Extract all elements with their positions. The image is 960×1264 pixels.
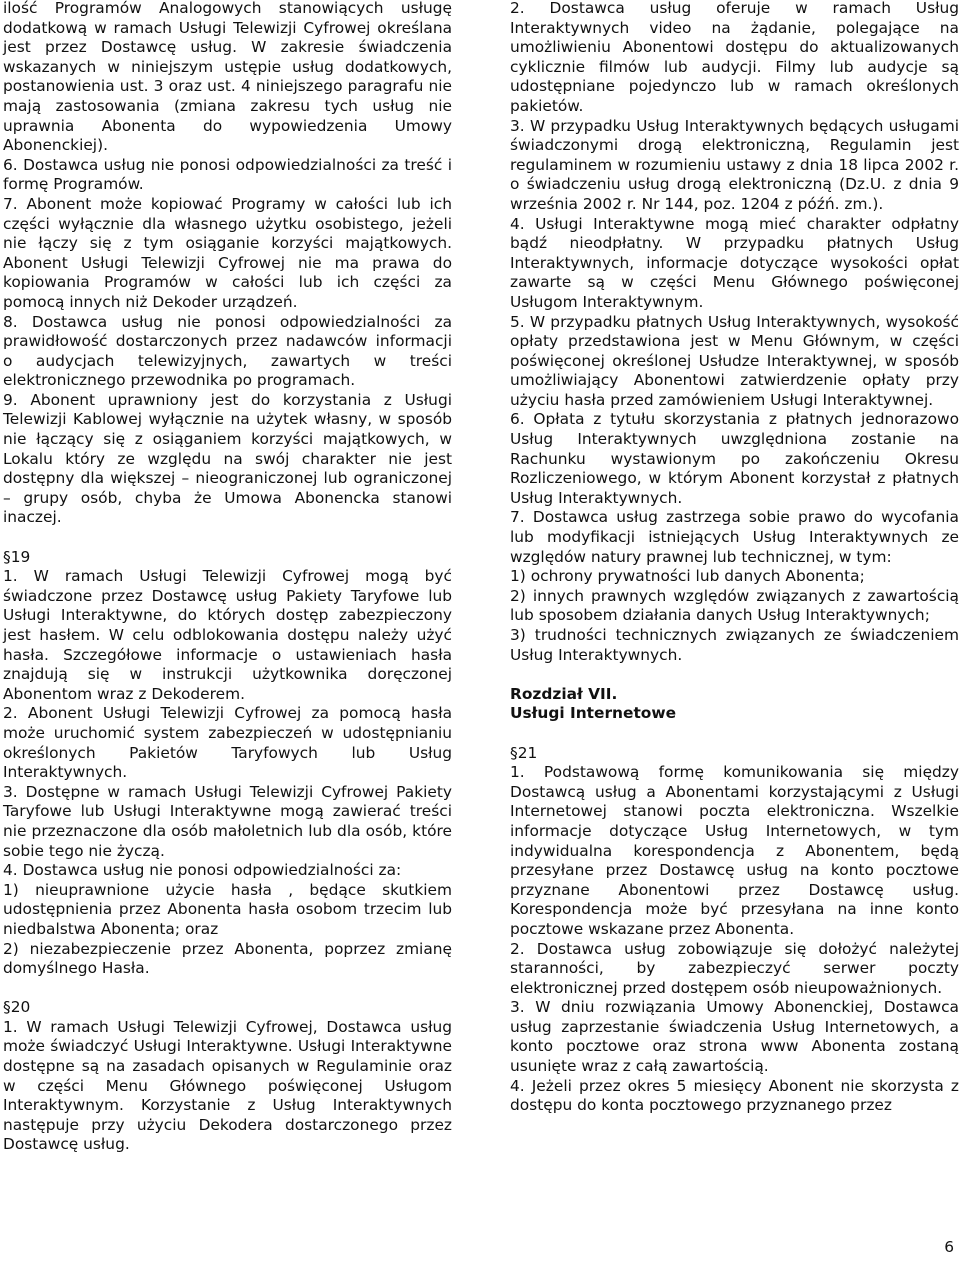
left-column <box>3 0 452 1155</box>
paragraph: 6. Opłata z tytułu skorzystania z płatnych jednorazowo Usług Interaktywnych uwzględniona zostanie na Rachunku wystawionym po zakończeniu Okresu Rozliczeniowego, w którym Abonent korzystał z płatnych Usług Interaktywnych. <box>510 410 959 507</box>
paragraph: 8. Dostawca usług nie ponosi odpowiedzialności za prawidłowość dostarczonych przez nadawców informacji o audycjach telewizyjnych, zawartych w treści elektronicznego przewodnika po programach. <box>3 312 452 390</box>
paragraph: 5. W przypadku płatnych Usług Interaktywnych, wysokość opłaty przedstawiona jest w Menu Głównym, w części poświęconej określonej Usłudze Interaktywnej, w sposób umożliwiający Abonentowi zatwierdzenie opłaty przy użyciu hasła przed zamówieniem Usługi Interaktywnej. <box>510 312 959 409</box>
paragraph: 6. Dostawca usług nie ponosi odpowiedzialności za treść i formę Programów. <box>3 155 452 194</box>
paragraph: 2) innych prawnych względów związanych z zawartością lub sposobem działania danych Usług Interaktywnych; <box>510 586 959 625</box>
paragraph: 4. Jeżeli przez okres 5 miesięcy Abonent nie skorzysta z dostępu do konta pocztowego przyznanego przez <box>510 1076 959 1115</box>
chapter-heading: Rozdział VII. <box>510 684 618 703</box>
paragraph: 2. Dostawca usług oferuje w ramach Usług Interaktywnych video na żądanie, polegające na umożliwieniu Abonentowi dostępu do aktualizowanych cyklicznie filmów lub audycji. Filmy lub audycje są udostępniane pojedynczo lub w ramach określonych pakietów. <box>510 0 959 115</box>
paragraph: 4. Dostawca usług nie ponosi odpowiedzialności za: <box>3 861 402 880</box>
paragraph: 2. Abonent Usługi Telewizji Cyfrowej za pomocą hasła może uruchomić system zabezpieczeń w udostępnianiu określonych Pakietów Taryfowych lub Usług Interaktywnych. <box>3 704 452 782</box>
paragraph: 1. W ramach Usługi Telewizji Cyfrowej mogą być świadczone przez Dostawcę usług Pakiety Taryfowe lub Usługi Interaktywne, do których dostęp zabezpieczony jest hasłem. W celu odblokowania dostępu należy użyć hasła. Szczegółowe informacje o ustawieniach hasła znajdują się w instrukcji użytkownika doręczonej Abonentom wraz z Dekoderem. <box>3 567 452 703</box>
paragraph: 3) trudności technicznych związanych ze świadczeniem Usług Interaktywnych. <box>510 626 959 664</box>
paragraph: 3. Dostępne w ramach Usługi Telewizji Cyfrowej Pakiety Taryfowe lub Usługi Interaktywne mogą zawierać treści nie przeznaczone dla osób małoletnich lub dla osób, które sobie tego nie życzą. <box>3 782 452 860</box>
paragraph: 9. Abonent uprawniony jest do korzystania z Usługi Telewizji Kablowej wyłącznie na użytek własny, w sposób nie łączący się z osiąganiem korzyści majątkowych, w Lokalu który ze względu na swój charakter nie jest dostępny dla większej – nieograniczonej lub ograniczonej – grupy osób, chyba że Umowa Abonencka stanowi inaczej. <box>3 390 452 527</box>
section-heading: §21 <box>510 743 538 762</box>
paragraph: 4. Usługi Interaktywne mogą mieć charakter odpłatny bądź nieodpłatny. W przypadku płatnych Usług Interaktywnych, informacje dotyczące wysokości opłat zawarte są w części Menu Głównego poświęconej Usługom Interaktywnym. <box>510 214 959 311</box>
paragraph: 1) nieuprawnione użycie hasła , będące skutkiem udostępnienia przez Abonenta hasła osobom trzecim lub niedbalstwa Abonenta; oraz <box>3 880 452 938</box>
paragraph: 3. W przypadku Usług Interaktywnych będących usługami świadczonymi drogą elektroniczną, Regulamin jest regulaminem w rozumieniu ustawy z dnia 18 lipca 2002 r. o świadczeniu usług drogą elektroniczną (Dz.U. z dnia 9 września 2002 r. Nr 144, poz. 1204 z późń. zm.). <box>510 116 959 213</box>
paragraph: 7. Abonent może kopiować Programy w całości lub ich części wyłącznie dla własnego użytku osobistego, jeżeli nie łączy się z tym osiąganie korzyści majątkowych. Abonent Usługi Telewizji Cyfrowej nie ma prawa do kopiowania Programów w całości lub ich części za pomocą innych niż Dekoder urządzeń. <box>3 194 452 311</box>
paragraph: 2) niezabezpieczenie przez Abonenta, poprzez zmianę domyślnego Hasła. <box>3 939 452 978</box>
right-column <box>510 0 959 1116</box>
section-heading: §19 <box>3 547 31 566</box>
chapter-title: Usługi Internetowe <box>510 704 677 723</box>
paragraph: ilość Programów Analogowych stanowiących usługę dodatkową w ramach Usługi Telewizji Cyfrowej określana jest przez Dostawcę usług. W zakresie świadczenia wskazanych w niniejszym ustępie usług dodatkowych, postanowienia ust. 3 oraz ust. 4 niniejszego paragrafu nie mają zastosowania (zmiana zakresu tych usług nie uprawnia Abonenta do wypowiedzenia Umowy Abonenckiej). <box>3 0 452 155</box>
paragraph: 7. Dostawca usług zastrzega sobie prawo do wycofania lub modyfikacji istniejących Usług Interaktywnych ze względów natury prawnej lub technicznej, w tym: <box>510 508 959 566</box>
paragraph: 1. W ramach Usługi Telewizji Cyfrowej, Dostawca usług może świadczyć Usługi Interaktywne. Usługi Interaktywne dostępne są na zasadach opisanych w Regulaminie oraz w części Menu Głównego poświęconej Usługom Interaktywnym. Korzystanie z Usług Interaktywnych następuje przy użyciu Dekodera dostarczonego przez Dostawcę usług. <box>3 1017 452 1154</box>
paragraph: 2. Dostawca usług zobowiązuje się dołożyć należytej staranności, by zabezpieczyć serwer poczty elektronicznej przed dostępem osób nieupoważnionych. <box>510 939 959 997</box>
paragraph: 3. W dniu rozwiązania Umowy Abonenckiej, Dostawca usług zaprzestanie świadczenia Usług Internetowych, a konto pocztowe oraz strona www Abonenta zostaną usunięte wraz z całą zawartością. <box>510 998 959 1076</box>
section-heading: §20 <box>3 998 31 1017</box>
page-number: 6 <box>944 1238 954 1256</box>
paragraph: 1) ochrony prywatności lub danych Abonenta; <box>510 567 865 586</box>
paragraph: 1. Podstawową formę komunikowania się między Dostawcą usług a Abonentami korzystającymi z Usługi Internetowej stanowi poczta elektroniczna. Wszelkie informacje dotyczące Usług Internetowych, w tym indywidualna korespondencja z Abonentem, będą przesyłane przez Dostawcę usług na konto pocztowe przyznane Abonentowi przez Dostawcę usług. Korespondencja może być przesyłana na inne konto pocztowe wskazane przez Abonenta. <box>510 763 959 938</box>
